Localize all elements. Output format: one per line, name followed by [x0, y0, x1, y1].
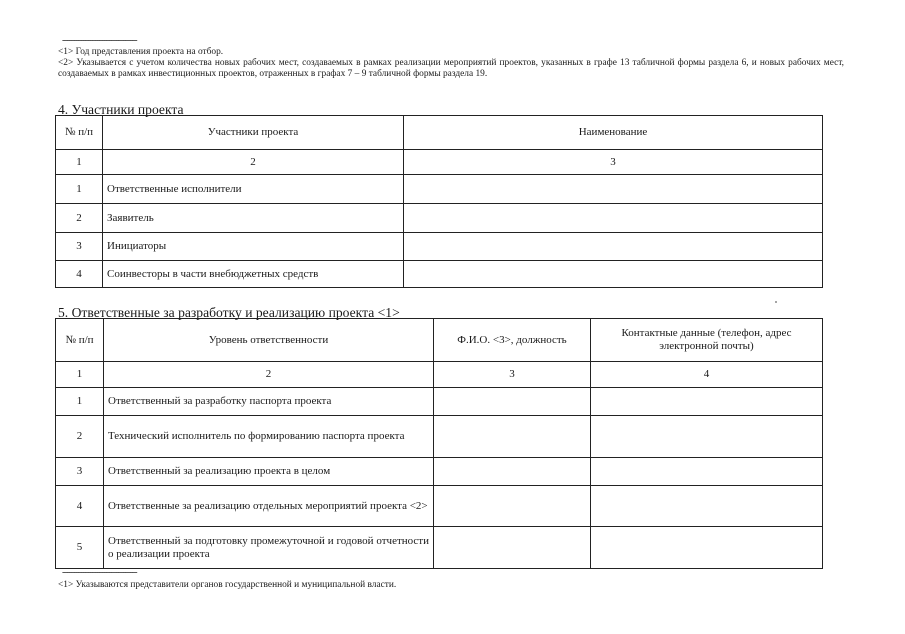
- row-level: Ответственный за подготовку промежуточной и годовой отчетности о реализации проекта: [104, 527, 434, 569]
- header-fio: Ф.И.О. <3>, должность: [434, 319, 591, 362]
- column-number: 1: [56, 362, 104, 388]
- column-number: 2: [103, 150, 404, 175]
- row-num: 4: [56, 486, 104, 527]
- table-row: [56, 233, 823, 261]
- table-row: [56, 388, 823, 416]
- column-number: 1: [56, 150, 103, 175]
- row-num: 3: [56, 458, 104, 486]
- row-participant: Соинвесторы в части внебюджетных средств: [103, 261, 404, 288]
- header-name: Наименование: [404, 116, 823, 150]
- header-num: № п/п: [56, 116, 103, 150]
- row-name: [404, 233, 823, 261]
- header-participants: Участники проекта: [103, 116, 404, 150]
- participants-table: [55, 115, 823, 288]
- scan-speck: [775, 301, 777, 303]
- row-fio: [434, 388, 591, 416]
- row-level: Технический исполнитель по формированию паспорта проекта: [104, 416, 434, 458]
- row-name: [404, 175, 823, 204]
- row-num: 1: [56, 388, 104, 416]
- footnote-separator-top: --------------------------------: [62, 35, 137, 46]
- column-number: 4: [591, 362, 823, 388]
- table-header-row: [56, 319, 823, 362]
- row-level: Ответственный за разработку паспорта проекта: [104, 388, 434, 416]
- header-contacts: Контактные данные (телефон, адрес электронной почты): [591, 319, 823, 362]
- table-row: [56, 458, 823, 486]
- table-row: [56, 175, 823, 204]
- row-contacts: [591, 416, 823, 458]
- row-contacts: [591, 486, 823, 527]
- section-4-title: 4. Участники проекта: [58, 102, 184, 117]
- column-number: 2: [104, 362, 434, 388]
- row-participant: Ответственные исполнители: [103, 175, 404, 204]
- section-5-title: 5. Ответственные за разработку и реализацию проекта <1>: [58, 305, 400, 320]
- row-participant: Инициаторы: [103, 233, 404, 261]
- table-row: [56, 416, 823, 458]
- table-row: [56, 204, 823, 233]
- row-num: 4: [56, 261, 103, 288]
- table-row: [56, 527, 823, 569]
- row-name: [404, 204, 823, 233]
- row-level: Ответственные за реализацию отдельных мероприятий проекта <2>: [104, 486, 434, 527]
- column-number: 3: [434, 362, 591, 388]
- footnote-2: <2> Указывается с учетом количества новых рабочих мест, создаваемых в рамках реализации мероприятий проектов, указанных в графе 13 табличной формы раздела 6, и новых рабочих мест, создаваемых в рамках инвестиционных проектов, отраженных в графах 7 – 9 табличной формы раздела 19.: [58, 58, 844, 79]
- row-fio: [434, 416, 591, 458]
- table-header-row: [56, 116, 823, 150]
- column-number: 3: [404, 150, 823, 175]
- row-participant: Заявитель: [103, 204, 404, 233]
- row-contacts: [591, 388, 823, 416]
- row-num: 2: [56, 204, 103, 233]
- header-num: № п/п: [56, 319, 104, 362]
- row-fio: [434, 486, 591, 527]
- column-numbers-row: [56, 150, 823, 175]
- table-row: [56, 486, 823, 527]
- responsibles-table: [55, 318, 823, 569]
- row-num: 3: [56, 233, 103, 261]
- row-name: [404, 261, 823, 288]
- row-num: 5: [56, 527, 104, 569]
- header-level: Уровень ответственности: [104, 319, 434, 362]
- row-contacts: [591, 458, 823, 486]
- footnote-1: <1> Год представления проекта на отбор.: [58, 47, 224, 57]
- row-num: 1: [56, 175, 103, 204]
- footnote-separator-bottom: --------------------------------: [62, 567, 137, 578]
- table-row: [56, 261, 823, 288]
- row-num: 2: [56, 416, 104, 458]
- row-fio: [434, 527, 591, 569]
- column-numbers-row: [56, 362, 823, 388]
- row-fio: [434, 458, 591, 486]
- row-level: Ответственный за реализацию проекта в целом: [104, 458, 434, 486]
- footnote-representatives: <1> Указываются представители органов государственной и муниципальной власти.: [58, 580, 397, 590]
- row-contacts: [591, 527, 823, 569]
